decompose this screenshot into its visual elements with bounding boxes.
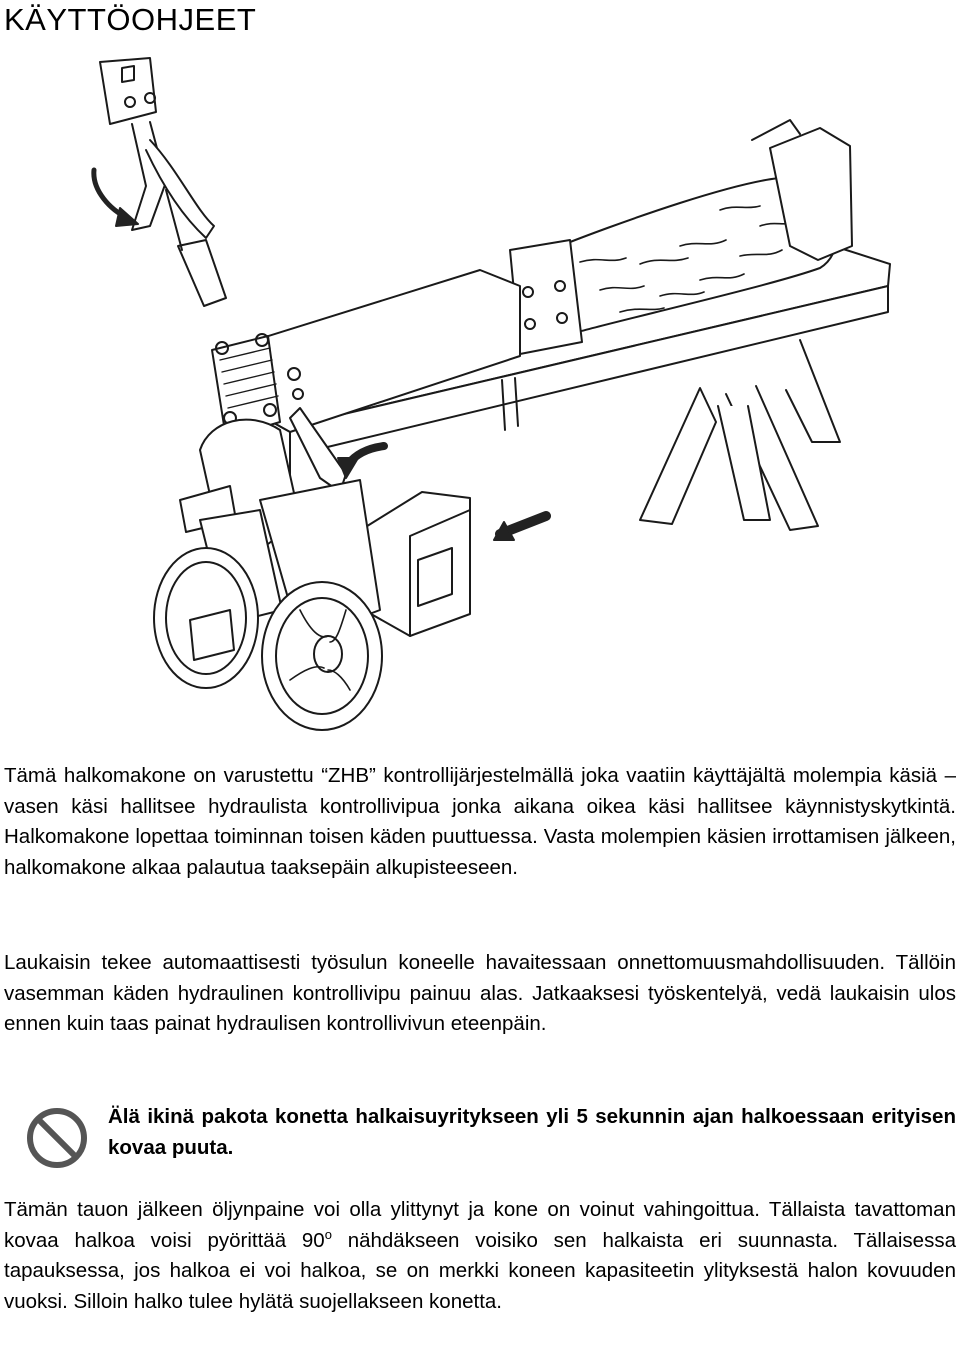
paragraph-oil-pressure-part2: nähdäkseen voisiko sen halkaista eri suunnasta. Tällaisessa tapauksessa, jos halkoa ei voi halkoa, se on merkki koneen kapasiteetin ylityksestä halon kovuuden vuoksi. Silloin halko tulee hylätä suojellakseen konetta.: [4, 1228, 956, 1313]
paragraph-oil-pressure: [4, 1195, 956, 1317]
prohibition-icon: [25, 1106, 89, 1170]
warning-text: Älä ikinä pakota konetta halkaisuyritykseen yli 5 sekunnin ajan halkoessaan erityisen kovaa puuta.: [108, 1105, 956, 1159]
paragraph-zhb-control: Tämä halkomakone on varustettu “ZHB” kontrollijärjestelmällä joka vaatiin käyttäjältä molempia käsiä – vasen käsi hallitsee hydraulista kontrollivipua jonka aikana oikea käsi hallitsee käynnistyskytkintä. Halkomakone lopettaa toiminnan toisen käden puuttuessa. Vasta molempien käsien irrottamisen jälkeen, halkomakone alkaa palautua taaksepäin alkupisteeseen.: [4, 764, 956, 879]
paragraph-trigger-lock: Laukaisin tekee automaattisesti työsulun koneelle havaitessaan onnettomuusmahdollisuuden. Tällöin vasemman käden hydraulinen kontrollivipu painuu alas. Jatkaaksesi työskentelyä, vedä laukaisin ulos ennen kuin taas painat hydraulisen kontrollivivun eteenpäin.: [4, 951, 956, 1036]
warning-block: [0, 1100, 960, 1180]
degree-superscript: o: [324, 1226, 332, 1242]
page-title: KÄYTTÖOHJEET: [4, 2, 257, 37]
log-splitter-illustration: [0, 50, 960, 760]
paragraph-oil-pressure-part1: Tämän tauon jälkeen öljynpaine voi olla ylittynyt ja kone on voinut vahingoittua. Tällaista tavattoman kovaa halkoa voisi pyörittää 90: [4, 1198, 956, 1252]
